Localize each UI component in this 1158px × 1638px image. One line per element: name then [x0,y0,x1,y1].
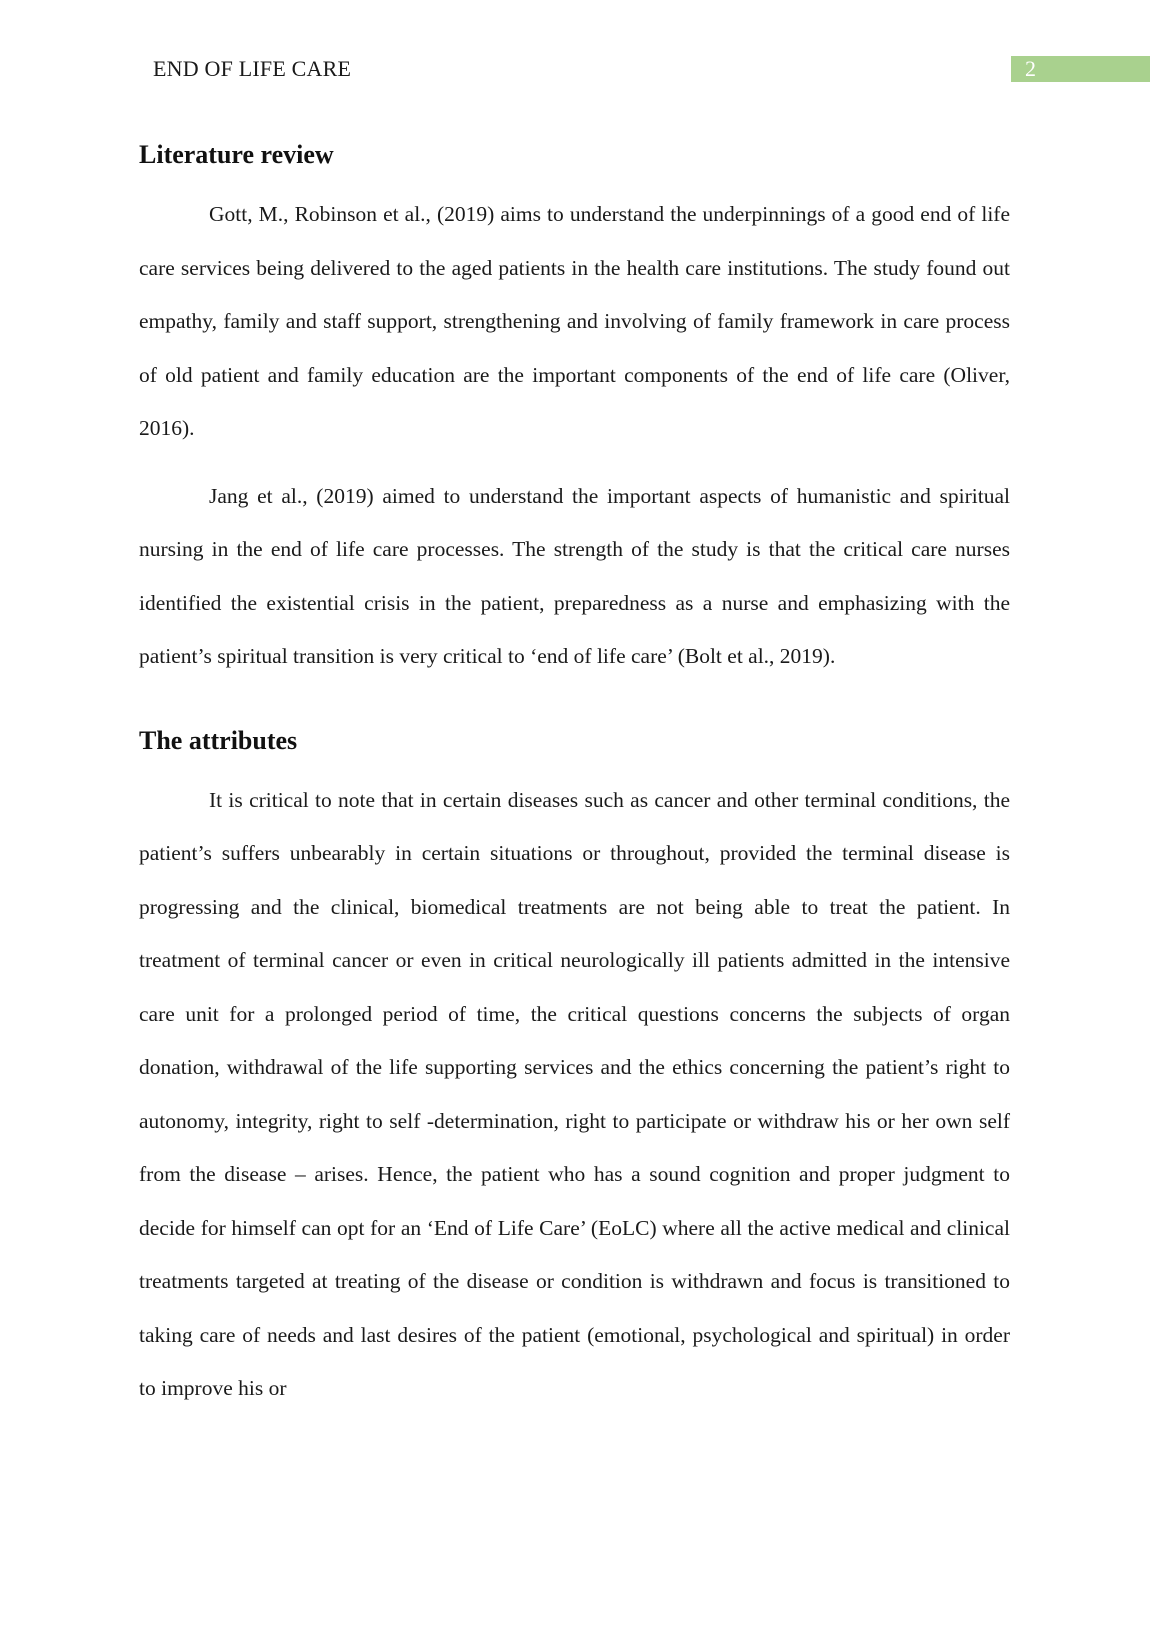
running-head: END OF LIFE CARE [153,56,352,81]
document-body [139,134,1010,1416]
page-number: 2 [1011,56,1150,82]
paragraph: Jang et al., (2019) aimed to understand the important aspects of humanistic and spiritual nursing in the end of life care processes. The strength of the study is that the critical care nurses identified the existential crisis in the patient, preparedness as a nurse and emphasizing with the patient’s spiritual transition is very critical to ‘end of life care’ (Bolt et al., 2019). [139,483,1010,668]
section-heading-the-attributes: The attributes [139,725,298,755]
paragraph: It is critical to note that in certain diseases such as cancer and other terminal conditions, the patient’s suffers unbearably in certain situations or throughout, provided the terminal disease is progressing and the clinical, biomedical treatments are not being able to treat the patient. In treatment of terminal cancer or even in critical neurologically ill patients admitted in the intensive care unit for a prolonged period of time, the critical questions concerns the subjects of organ donation, withdrawal of the life supporting services and the ethics concerning the patient’s right to autonomy, integrity, right to self -determination, right to participate or withdraw his or her own self from the disease – arises. Hence, the patient who has a sound cognition and proper judgment to decide for himself can opt for an ‘End of Life Care’ (EoLC) where all the active medical and clinical treatments targeted at treating of the disease or condition is withdrawn and focus is transitioned to taking care of needs and last desires of the patient (emotional, psychological and spiritual) in order to improve his or [139,787,1010,1400]
paragraph: Gott, M., Robinson et al., (2019) aims to understand the underpinnings of a good end of life care services being delivered to the aged patients in the health care institutions. The study found out empathy, family and staff support, strengthening and involving of family framework in care process of old patient and family education are the important components of the end of life care (Oliver, 2016). [139,202,1010,440]
section-heading-literature-review: Literature review [139,140,334,169]
